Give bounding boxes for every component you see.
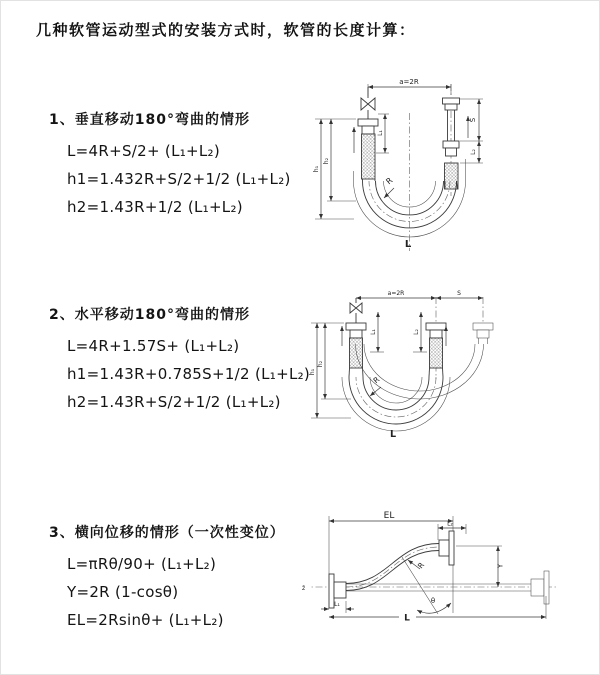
hose-arc-outer xyxy=(342,374,450,431)
flange xyxy=(346,323,366,330)
valve-icon xyxy=(350,303,362,313)
hose-braid xyxy=(430,338,443,368)
formula-h2: h2=1.43R+S/2+1/2 (L₁+L₂) xyxy=(67,393,281,411)
axis-label-z: z̄ xyxy=(302,585,306,592)
hose-wall xyxy=(346,551,439,591)
formula-length: L=πRθ/90+ (L₁+L₂) xyxy=(67,555,217,573)
flange xyxy=(443,141,459,148)
hose-braid xyxy=(362,134,376,179)
flange xyxy=(443,98,460,104)
radius-label: R xyxy=(371,374,382,386)
dim-label-l2: L₂ xyxy=(413,329,420,335)
flange-displaced xyxy=(544,571,549,604)
flange xyxy=(446,148,457,156)
dim-label-h1: h₁ xyxy=(309,368,316,376)
dim-label-y: Y xyxy=(496,563,505,569)
dim-label-s: S xyxy=(457,290,461,297)
flange xyxy=(430,330,442,338)
formula-length: L=4R+S/2+ (L₁+L₂) xyxy=(67,142,221,160)
diagram-horizontal-180-bend xyxy=(306,284,596,449)
dim-label-l1: L₁ xyxy=(370,329,377,335)
formula-h1: h1=1.432R+S/2+1/2 (L₁+L₂) xyxy=(67,170,291,188)
diagram-vertical-180-bend xyxy=(306,71,596,256)
angle-label-theta: θ xyxy=(430,597,436,605)
formula-el: EL=2Rsinθ+ (L₁+L₂) xyxy=(67,611,224,629)
flange xyxy=(350,330,362,338)
radius-leader xyxy=(370,387,381,396)
dim-label-h1: h₁ xyxy=(313,165,320,173)
section-vertical-bend xyxy=(49,109,329,221)
formula-y: Y=2R (1-cosθ) xyxy=(67,583,179,601)
flange-displaced xyxy=(531,579,544,596)
dim-label-l: L xyxy=(404,613,410,624)
radius-leader xyxy=(384,188,394,198)
dim-label-l2: L₂ xyxy=(447,520,453,528)
formula-h1: h1=1.43R+0.785S+1/2 (L₁+L₂) xyxy=(67,365,311,383)
flange xyxy=(439,540,449,556)
dim-label-l: L xyxy=(389,429,397,440)
section-3-heading: 3、横向位移的情形（一次性变位） xyxy=(49,525,285,541)
flange xyxy=(449,531,454,565)
dim-label-a2r: a=2R xyxy=(399,78,419,86)
dim-label-s: S xyxy=(469,117,477,123)
page-title: 几种软管运动型式的安装方式时，软管的长度计算： xyxy=(36,21,416,39)
formula-h2: h2=1.43R+1/2 (L₁+L₂) xyxy=(67,198,243,216)
section-1-heading: 1、垂直移动180°弯曲的情形 xyxy=(49,112,250,128)
flange-displaced xyxy=(477,330,489,338)
valve-icon xyxy=(361,98,375,110)
section-lateral-displacement xyxy=(49,522,329,634)
diagram-lateral-displacement xyxy=(299,506,599,651)
hose-wall xyxy=(346,544,439,584)
section-horizontal-bend xyxy=(49,304,329,416)
formula-length: L=4R+1.57S+ (L₁+L₂) xyxy=(67,337,240,355)
dim-label-l1: L₁ xyxy=(334,601,340,608)
radius-label: R xyxy=(415,560,427,571)
dim-label-l2: L₂ xyxy=(470,149,477,155)
flange-displaced xyxy=(473,323,493,330)
section-2-heading: 2、水平移动180°弯曲的情形 xyxy=(49,307,250,323)
flange xyxy=(358,119,378,126)
flange xyxy=(445,104,457,110)
dim-label-a2r: a=2R xyxy=(387,290,405,297)
hose-centerline-arc xyxy=(356,374,436,417)
hose-arc xyxy=(349,374,443,424)
dim-label-h2: h₂ xyxy=(317,360,324,368)
dim-label-el: EL xyxy=(383,511,395,521)
dim-label-l: L xyxy=(404,239,412,250)
radius-label: R xyxy=(384,175,395,187)
dim-label-l1: L₁ xyxy=(377,130,384,136)
flange xyxy=(426,323,446,330)
flange xyxy=(334,582,346,598)
flange xyxy=(362,126,374,134)
dim-label-h2: h₂ xyxy=(323,157,330,165)
hose-arc-displaced xyxy=(364,344,475,391)
